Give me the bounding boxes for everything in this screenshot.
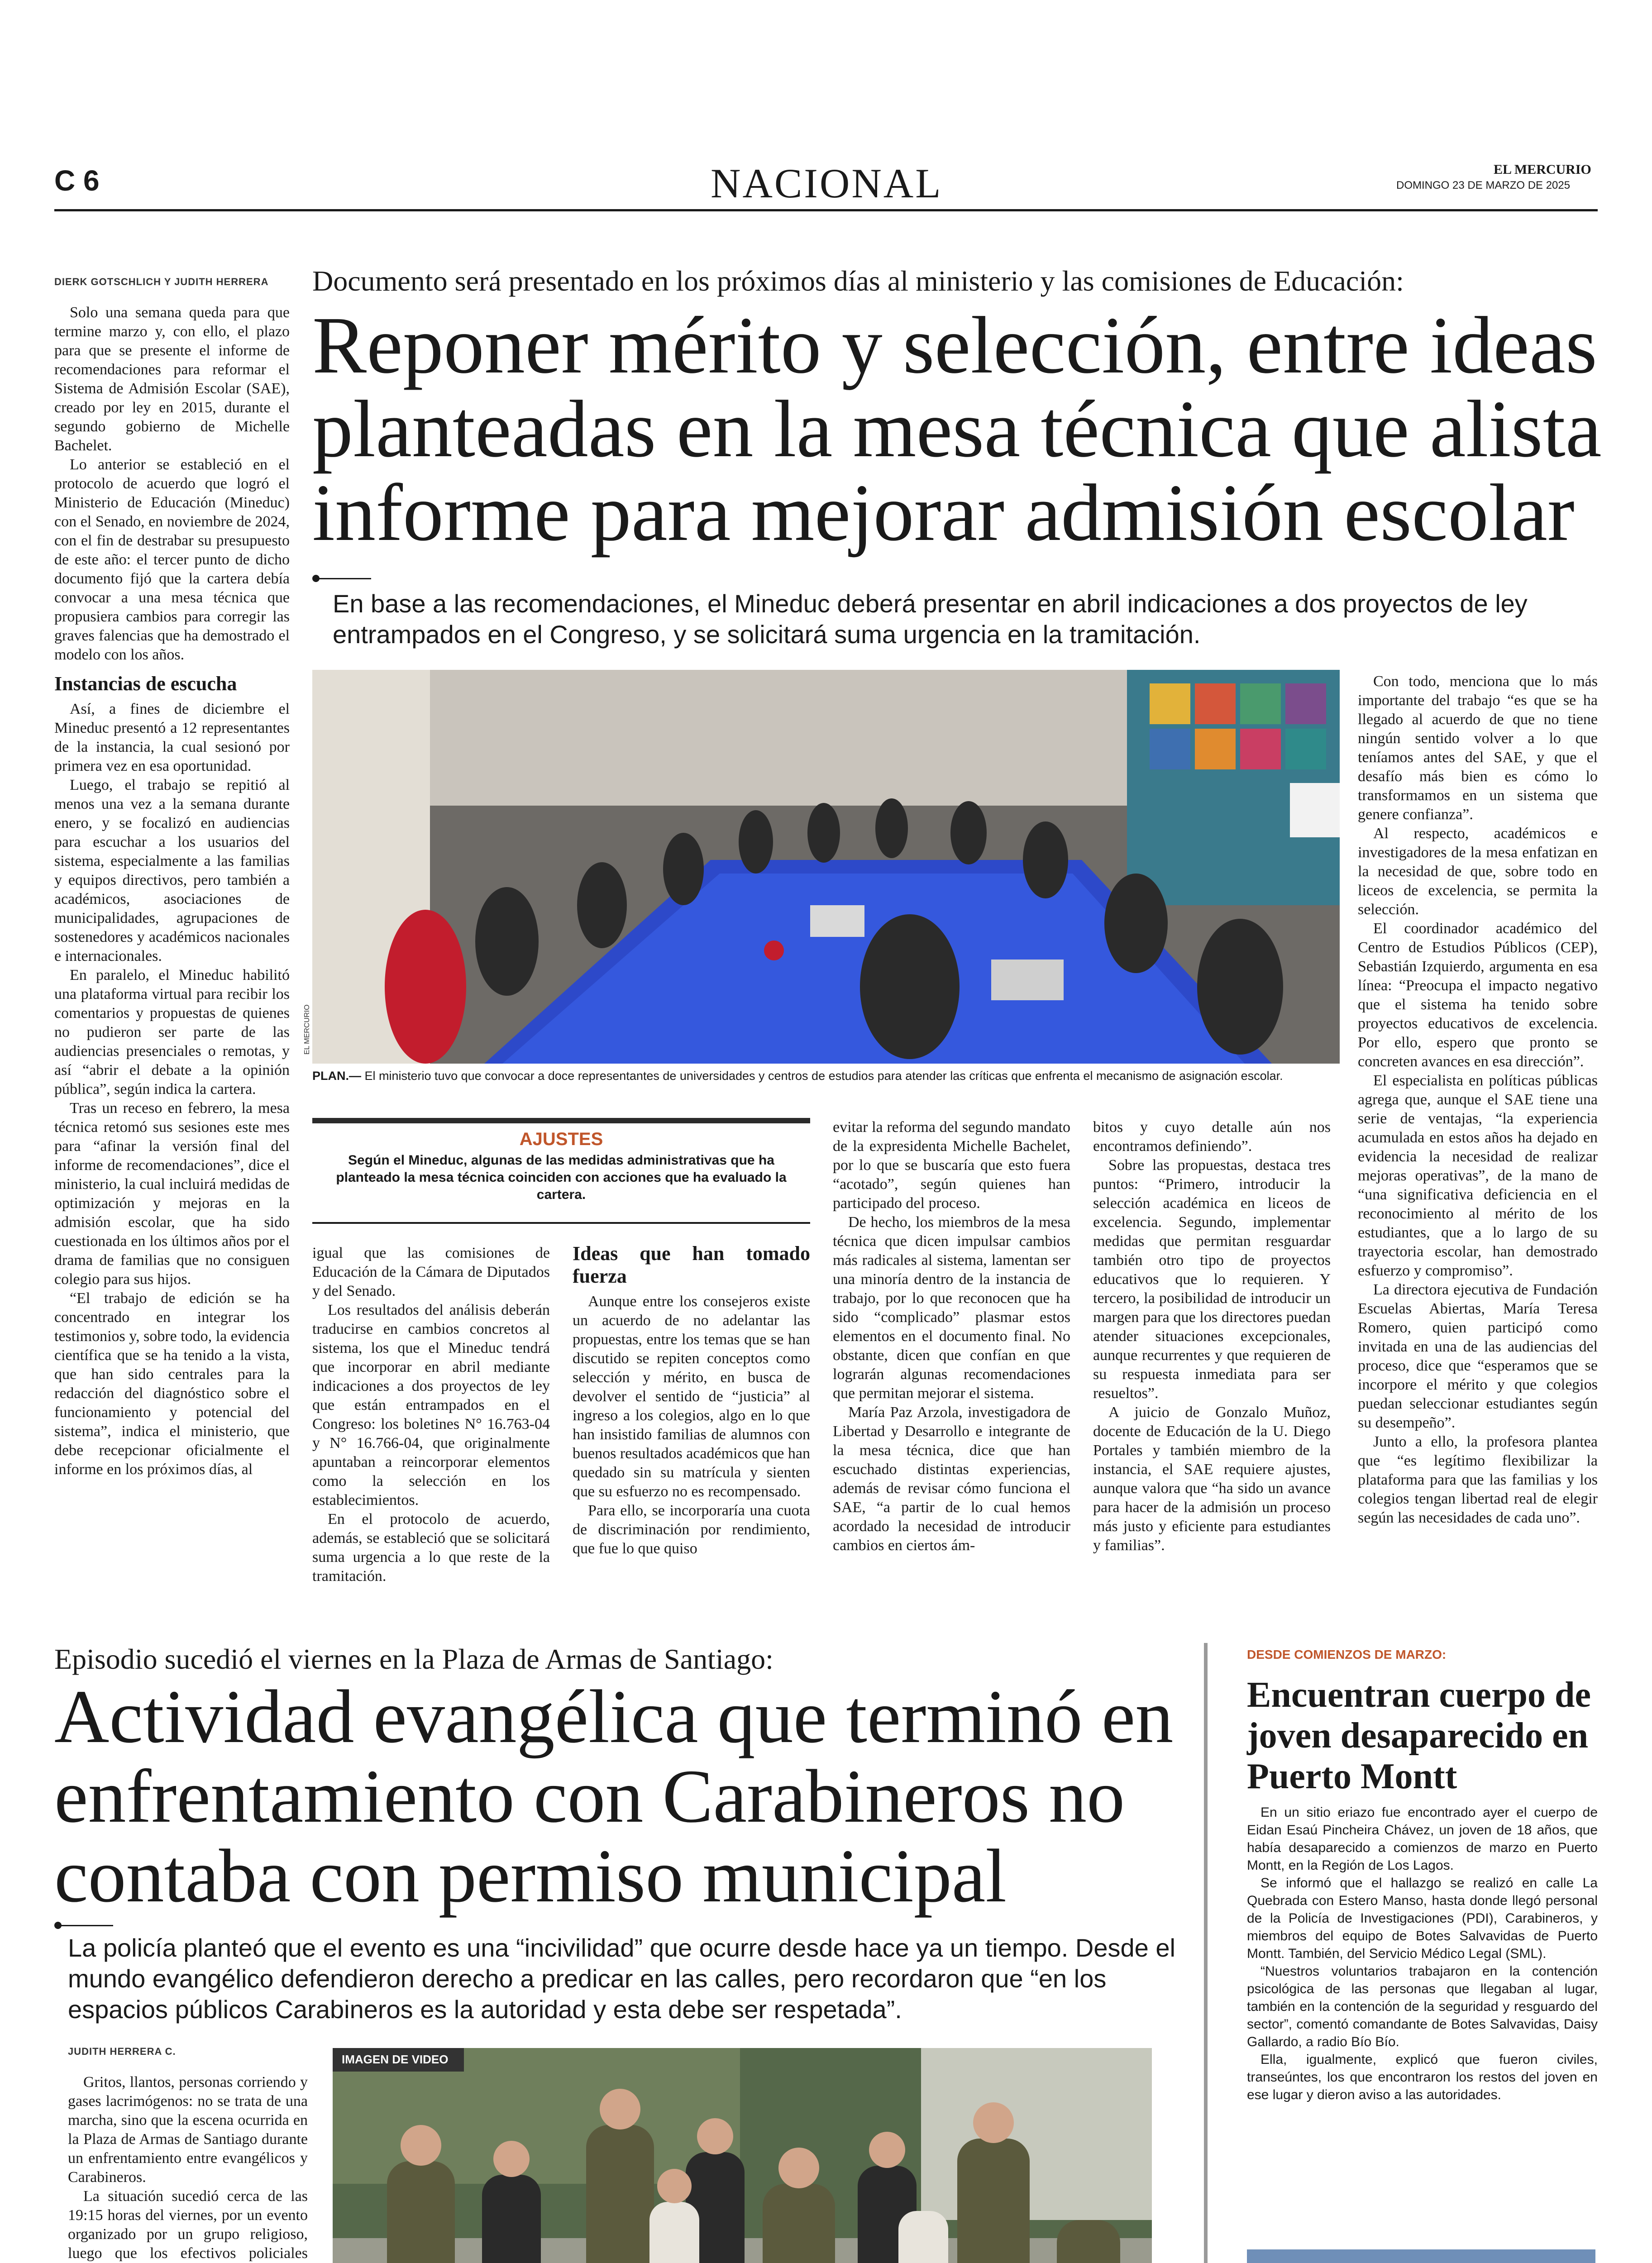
- article1-column-6: [1358, 672, 1598, 1528]
- paragraph: Así, a fines de diciembre el Mineduc presentó a 12 representantes de la instancia, la cual sesionó por primera vez en esa oportunidad.: [54, 701, 290, 774]
- paragraph: Los resultados del análisis deberán traducirse en cambios concretos al sistema, los que el Mineduc tendrá que incorporar en abril mediante indicaciones a dos proyectos de ley que están entrampados en el Congreso: los boletines N° 16.763-04 y N° 16.766-04, que originalmente apuntaban a reincorporar elementos como la selección en los establecimientos.: [312, 1302, 550, 1509]
- subhead: Instancias de escucha: [54, 673, 237, 695]
- article1-kicker: Documento será presentado en los próximos días al ministerio y las comisiones de Educación:: [312, 265, 1404, 297]
- article1-photo-caption: [312, 1068, 1340, 1084]
- caption-label: PLAN.—: [312, 1069, 361, 1083]
- paragraph: bitos y cuyo detalle aún nos encontramos definiendo”.: [1093, 1119, 1331, 1155]
- article1-column-3: [573, 1242, 810, 1558]
- glacier-photo: [1247, 2249, 1595, 2263]
- paragraph: Tras un receso en febrero, la mesa técnica retomó sus sesiones este mes para “afinar la versión final del informe de recomendaciones”, dice el ministerio, la cual incluirá medidas de optimización y mejoras en la admisión escolar, que ha sido cuestionada en los últimos años por el drama de familias que no consiguen colegio para sus hijos.: [54, 1100, 290, 1288]
- paragraph: La situación sucedió cerca de las 19:15 horas del viernes, por un evento organizado por un grupo religioso, luego que los efectivos policiales: [68, 2188, 308, 2262]
- article1-column-1: [54, 303, 290, 1479]
- paragraph: Gritos, llantos, personas corriendo y gases lacrimógenos: no se trata de una marcha, sino que la escena ocurrida en la Plaza de Armas de Santiago durante un enfrentamiento entre evangélicos y Carabineros.: [68, 2074, 308, 2186]
- paragraph: Aunque entre los consejeros existe un acuerdo de no adelantar las propuestas, entre los temas que se han discutido se repiten conceptos como selección y mérito, en busca de devolver el sentido de “justicia” al ingreso a los colegios, algo en lo que han insistido familias de alumnos con buenos resultados académicos que han quedado sin su matrícula y sienten que su esfuerzo no es recompensado.: [573, 1293, 810, 1500]
- caption-text: El ministerio tuvo que convocar a doce representantes de universidades y centros de estudios para atender las críticas que enfrenta el mecanismo de asignación escolar.: [364, 1069, 1283, 1083]
- article2-deck: La policía planteó que el evento es una “incivilidad” que ocurre desde hace ya un tiempo. Desde el mundo evangélico defendieron derecho a predicar en las calles, pero recordaron que “en los espacios públicos Carabineros es la autoridad y esta debe ser respetada”.: [68, 1934, 1175, 2024]
- article1-deck: En base a las recomendaciones, el Mineduc deberá presentar en abril indicaciones a dos proyectos de ley entrampados en el Congreso, y se solicitará suma urgencia en la tramitación.: [333, 589, 1528, 649]
- paragraph: En paralelo, el Mineduc habilitó una plataforma virtual para recibir los comentarios y propuestas de quienes no pudieron ser parte de las audiencias presenciales o remotas, y así “abrir el debate a la opinión pública”, según indica la cartera.: [54, 967, 290, 1098]
- ajustes-title: AJUSTES: [519, 1129, 603, 1149]
- paragraph: La directora ejecutiva de Fundación Escuelas Abiertas, María Teresa Romero, quien participó como invitada en una de las audiencias del proceso, dice que “esperamos que se incorpore el mérito y que colegios puedan seleccionar estudiantes según su desempeño”.: [1358, 1281, 1598, 1431]
- paragraph: Al respecto, académicos e investigadores de la mesa enfatizan en la necesidad de que, sobre todo en liceos de excelencia, se permita la selección.: [1358, 825, 1598, 918]
- brief1-kicker: DESDE COMIENZOS DE MARZO:: [1247, 1647, 1447, 1661]
- paragraph: Luego, el trabajo se repitió al menos una vez a la semana durante enero, y se focalizó en audiencias para escuchar a los usuarios del sistema, especialmente a las familias y equipos directivos, pero también a académicos, asociaciones de municipalidades, agrupaciones de sostenedores y académicos nacionales e internacionales.: [54, 777, 290, 964]
- page-number: C 6: [54, 164, 100, 197]
- article1-photo: [312, 670, 1340, 1064]
- sidebar-divider: [1204, 1643, 1208, 2263]
- article2-headline: Actividad evangélica que terminó en enfrentamiento con Carabineros no contaba con permiso municipal: [54, 1675, 1174, 1918]
- paragraph: El coordinador académico del Centro de Estudios Públicos (CEP), Sebastián Izquierdo, argumenta en esa línea: “Preocupa el impacto negativo que el sistema ha tenido sobre proyectos educativos de excelencia. Por ello, espero que pronto se concreten avances en esa dirección”.: [1358, 920, 1598, 1070]
- section-title: NACIONAL: [711, 160, 943, 206]
- paragraph: Lo anterior se estableció en el protocolo de acuerdo que logró el Ministerio de Educación (Mineduc) con el Senado, en noviembre de 2024, con el fin de destrabar su presupuesto de este año: el tercer punto de dicho documento fijó que la cartera debía convocar a una mesa técnica que propusiera cambios para corregir las graves falencias que ha demostrado el modelo con los años.: [54, 456, 290, 663]
- paragraph: Sobre las propuestas, destaca tres puntos: “Primero, introducir la selección académica en liceos de excelencia. Segundo, implementar medidas que permitan resguardar también otro tipo de proyectos educativos que lo requieren. Y tercero, la posibilidad de introducir un margen para que los directores puedan atender situaciones excepcionales, aunque recurrentes y que requieren de su respuesta inmediata para ser resueltos”.: [1093, 1157, 1331, 1402]
- paragraph: En un sitio eriazo fue encontrado ayer el cuerpo de Eidan Esaú Pincheira Chávez, un joven de 18 años, que había desaparecido a comienzos de marzo en Puerto Montt, en la Región de Los Lagos.: [1247, 1805, 1598, 1873]
- paragraph: Solo una semana queda para que termine marzo y, con ello, el plazo para que se presente el informe de recomendaciones para reformar el Sistema de Admisión Escolar (SAE), creado por ley en 2015, durante el segundo gobierno de Michelle Bachelet.: [54, 304, 290, 454]
- paragraph: De hecho, los miembros de la mesa técnica que dicen impulsar cambios más radicales al sistema, lamentan ser una minoría dentro de la instancia de trabajo, por lo que reconocen que ha sido “complicado” plasmar estos elementos en el documento final. No obstante, dicen que confían en que lograrán algunas recomendaciones que permitan mejorar el sistema.: [833, 1214, 1070, 1402]
- paragraph: Para ello, se incorporaría una cuota de discriminación por rendimiento, que fue lo que quiso: [573, 1502, 810, 1557]
- paragraph: evitar la reforma del segundo mandato de la expresidenta Michelle Bachelet, por lo que se buscaría que esto fuera “acotado”, según quienes han participado del proceso.: [833, 1119, 1070, 1212]
- subhead: Ideas que han tomado fuerza: [573, 1242, 810, 1287]
- paragraph: “El trabajo de edición se ha concentrado en integrar los testimonios y, sobre todo, la evidencia científica que se ha tenido a la vista, que han sido centrales para la redacción del diagnóstico sobre el funcionamiento y potencial del sistema”, indica el ministerio, que debe recepcionar oficialmente el informe en los próximos días, al: [54, 1290, 290, 1478]
- paragraph: Se informó que el hallazgo se realizó en calle La Quebrada con Estero Manso, hasta donde llegó personal de la Policía de Investigaciones (PDI), Carabineros, y miembros del equipo de Botes Salvavidas de Puerto Montt. También, del Servicio Médico Legal (SML).: [1247, 1876, 1598, 1961]
- header-rule: [54, 209, 1598, 211]
- ajustes-bottom-rule: [312, 1222, 810, 1224]
- paragraph: Ella, igualmente, explicó que fueron civiles, transeúntes, los que encontraron los restos del joven en ese lugar y dieron aviso a las autoridades.: [1247, 2052, 1598, 2102]
- article1-column-2: [312, 1244, 550, 1586]
- issue-date: DOMINGO 23 DE MARZO DE 2025: [1396, 179, 1571, 191]
- ajustes-top-rule: [312, 1118, 810, 1123]
- brief2-photo: [1247, 2249, 1595, 2263]
- article1-headline-rule: [317, 578, 371, 579]
- article1-byline: DIERK GOTSCHLICH Y JUDITH HERRERA: [54, 276, 269, 287]
- ajustes-text: Según el Mineduc, algunas de las medidas administrativas que ha planteado la mesa técnica coinciden con acciones que ha evaluado la cartera.: [336, 1153, 787, 1202]
- article1-photo-credit: EL MERCURIO: [303, 1004, 311, 1055]
- brief1-body: [1247, 1804, 1598, 2104]
- brief1-headline: Encuentran cuerpo de joven desaparecido en Puerto Montt: [1247, 1675, 1591, 1796]
- article2-byline: JUDITH HERRERA C.: [68, 2046, 176, 2057]
- paragraph: María Paz Arzola, investigadora de Libertad y Desarrollo e integrante de la mesa técnica, dice que han escuchado distintas experiencias, además de revisar cómo funciona el SAE, “a partir de lo cual hemos acordado la necesidad de introducir cambios en ciertos ám-: [833, 1404, 1070, 1554]
- paragraph: El especialista en políticas públicas agrega que, aunque el SAE tiene una serie de ventajas, “la experiencia acumulada en estos años ha dejado en evidencia la necesidad de realizar mejoras operativas”, de la mano de “una significativa deficiencia en el reconocimiento al mérito de los estudiantes, que a lo largo de su trayectoria escolar, han demostrado esfuerzo y compromiso”.: [1358, 1072, 1598, 1279]
- article2-headline-rule: [59, 1925, 113, 1926]
- plaza-incident-photo: [333, 2048, 1152, 2263]
- newspaper-name: EL MERCURIO: [1494, 162, 1591, 177]
- article1-headline: Reponer mérito y selección, entre ideas planteadas en la mesa técnica que alista informe para mejorar admisión escolar: [312, 300, 1602, 558]
- paragraph: Con todo, menciona que lo más importante del trabajo “es que se ha llegado al acuerdo de que no tiene ningún sentido volver a lo que teníamos antes del SAE, y que el desafío más bien es cómo lo transformamos en un sistema que genere confianza”.: [1358, 673, 1598, 823]
- paragraph: “Nuestros voluntarios trabajaron en la contención psicológica de las personas que llegaban al lugar, también en la contención de la seguridad y resguardo del sector”, comentó comandante de Botes Salvavidas, Daisy Gallardo, a radio Bío Bío.: [1247, 1964, 1598, 2049]
- paragraph: igual que las comisiones de Educación de la Cámara de Diputados y del Senado.: [312, 1245, 550, 1299]
- article2-photo: [333, 2048, 1152, 2263]
- article1-column-4: [833, 1118, 1070, 1555]
- paragraph: Junto a ello, la profesora plantea que “es legítimo flexibilizar la plataforma para que las familias y los colegios tengan libertad real de elegir según las necesidades de cada uno”.: [1358, 1433, 1598, 1526]
- paragraph: En el protocolo de acuerdo, además, se estableció que se solicitará suma urgencia a lo que reste de la tramitación.: [312, 1511, 550, 1585]
- paragraph: A juicio de Gonzalo Muñoz, docente de Educación de la U. Diego Portales y también miembro de la instancia, el SAE requiere ajustes, aunque valora que “ha sido un avance para hacer de la admisión un proceso más justo y eficiente para estudiantes y familias”.: [1093, 1404, 1331, 1554]
- article2-kicker: Episodio sucedió el viernes en la Plaza de Armas de Santiago:: [54, 1643, 773, 1675]
- article1-column-5: [1093, 1118, 1331, 1555]
- article2-photo-tag: IMAGEN DE VIDEO: [342, 2053, 449, 2066]
- meeting-room-photo: [312, 670, 1340, 1064]
- article2-column-1: [68, 2073, 308, 2263]
